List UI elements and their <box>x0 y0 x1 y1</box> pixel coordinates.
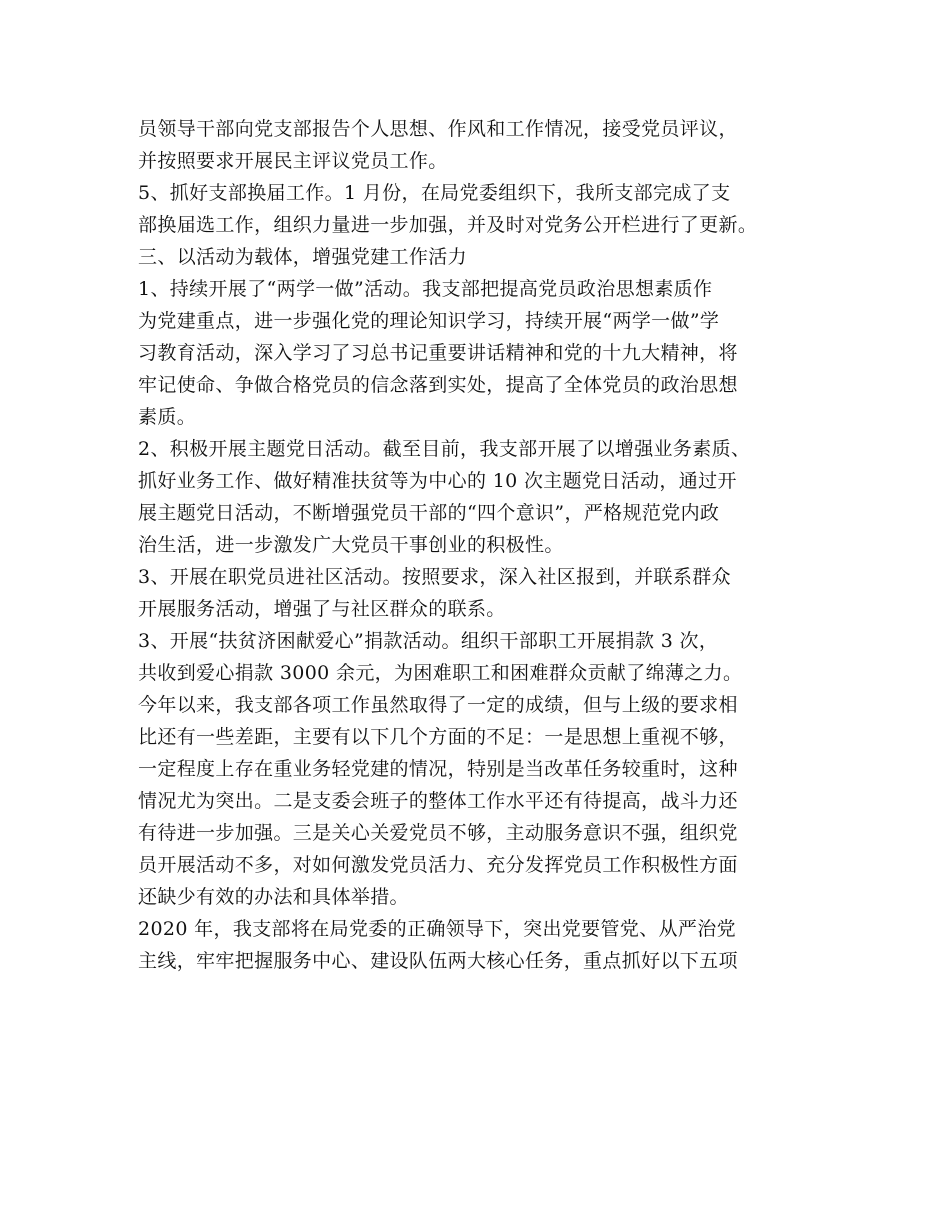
text-line: 抓好业务工作、做好精准扶贫等为中心的 10 次主题党日活动，通过开 <box>138 470 737 492</box>
text-line: 今年以来，我支部各项工作虽然取得了一定的成绩，但与上级的要求相 <box>138 694 738 716</box>
text-line: 治生活，进一步激发广大党员干事创业的积极性。 <box>138 534 564 556</box>
text-line: 为党建重点，进一步强化党的理论知识学习，持续开展“两学一做”学 <box>138 310 720 332</box>
document-body <box>138 113 828 977</box>
text-line: 3、开展“扶贫济困献爱心”捐款活动。组织干部职工开展捐款 3 次， <box>138 630 719 652</box>
text-line: 素质。 <box>138 406 197 428</box>
text-line: 情况尤为突出。二是支委会班子的整体工作水平还有待提高，战斗力还 <box>138 790 738 812</box>
text-line: 牢记使命、争做合格党员的信念落到实处，提高了全体党员的政治思想 <box>138 374 738 396</box>
text-line: 员开展活动不多，对如何激发党员活力、充分发挥党员工作积极性方面 <box>138 854 738 876</box>
text-line: 员领导干部向党支部报告个人思想、作风和工作情况，接受党员评议， <box>138 118 738 140</box>
text-line: 部换届选工作，组织力量进一步加强，并及时对党务公开栏进行了更新。 <box>138 214 758 236</box>
text-line: 主线，牢牢把握服务中心、建设队伍两大核心任务，重点抓好以下五项 <box>138 950 738 972</box>
text-line: 还缺少有效的办法和具体举措。 <box>138 886 409 908</box>
text-line: 并按照要求开展民主评议党员工作。 <box>138 150 448 172</box>
text-line: 一定程度上存在重业务轻党建的情况，特别是当改革任务较重时，这种 <box>138 758 738 780</box>
text-line: 比还有一些差距，主要有以下几个方面的不足：一是思想上重视不够， <box>138 726 738 748</box>
text-line: 2、积极开展主题党日活动。截至目前，我支部开展了以增强业务素质、 <box>138 438 751 460</box>
text-line: 1、持续开展了“两学一做”活动。我支部把提高党员政治思想素质作 <box>138 278 713 300</box>
text-line: 2020 年，我支部将在局党委的正确领导下，突出党要管党、从严治党 <box>138 918 736 940</box>
text-line: 开展服务活动，增强了与社区群众的联系。 <box>138 598 506 620</box>
text-line: 共收到爱心捐款 3000 余元，为困难职工和困难群众贡献了绵薄之力。 <box>138 662 743 684</box>
text-line: 习教育活动，深入学习了习总书记重要讲话精神和党的十九大精神，将 <box>138 342 738 364</box>
text-line: 展主题党日活动，不断增强党员干部的“四个意识”，严格规范党内政 <box>138 502 720 524</box>
section-heading: 三、以活动为载体，增强党建工作活力 <box>138 246 467 268</box>
text-line: 有待进一步加强。三是关心关爱党员不够，主动服务意识不强，组织党 <box>138 822 738 844</box>
text-line: 3、开展在职党员进社区活动。按照要求，深入社区报到，并联系群众 <box>138 566 731 588</box>
text-line: 5、抓好支部换届工作。1 月份，在局党委组织下，我所支部完成了支 <box>138 182 731 204</box>
